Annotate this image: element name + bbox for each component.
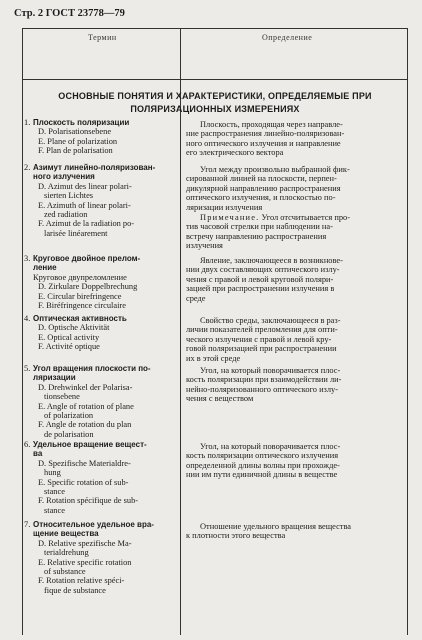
definition-line: его электрического вектора [186, 148, 284, 158]
section-title [22, 90, 408, 116]
definition-3 [186, 256, 390, 303]
definition-line: личии показателей преломления для опти- [186, 325, 338, 335]
term-heading: Плоскость поляризации [33, 118, 130, 127]
section-title-line: ПОЛЯРИЗАЦИОННЫХ ИЗМЕРЕНИЯХ [130, 104, 300, 114]
term-heading: Угол вращения плоскости по- [33, 364, 151, 373]
definition-line: Плоскость, проходящая через направле- [200, 120, 343, 129]
term-heading: ление [33, 263, 57, 273]
term-heading: Оптическая активность [33, 314, 127, 323]
note-line: встречу направлению распространения [186, 231, 327, 241]
term-translation: tionsebene [44, 392, 80, 402]
term-entry-1 [24, 118, 182, 156]
term-translation: D. Relative spezifische Ma- [38, 538, 132, 548]
term-synonym: Круговое двупреломление [33, 272, 127, 282]
term-heading: ва [33, 449, 43, 459]
term-translation: of polarization [44, 411, 94, 421]
definition-line: говой поляризацией при распространении [186, 344, 337, 354]
term-heading: щение вещества [33, 529, 99, 539]
term-translation: E. Azimuth of linear polari- [38, 200, 131, 210]
definition-2 [186, 165, 390, 251]
definition-line: их в этой среде [186, 353, 241, 363]
term-translation: hung [44, 468, 61, 478]
definition-line: ние распространения линейно-поляризован- [186, 129, 345, 139]
term-translation: F. Azimut de la radiation po- [38, 219, 135, 229]
term-translation: zed radiation [44, 210, 88, 220]
term-heading: ного излучения [33, 172, 95, 182]
term-translation: D. Spezifische Materialdre- [38, 458, 131, 468]
definition-line: среде [186, 293, 206, 303]
definition-line: дикулярной направлению распространения [186, 183, 341, 193]
term-translation: stance [44, 505, 65, 515]
term-translation: E. Plane of polarization [38, 136, 118, 146]
term-translation: fique de substance [44, 585, 106, 595]
definition-line: кость поляризации оптического излучения [186, 451, 339, 461]
definition-line: определенной длины волны при прохожде- [186, 460, 340, 470]
term-heading: Круговое двойное прелом- [33, 254, 141, 263]
term-translation: D. Drehwinkel der Polarisa- [38, 382, 133, 392]
definition-line: нейно-поляризованного оптического излу- [186, 384, 339, 394]
column-header-definition: Определение [262, 33, 313, 42]
term-translation: E. Optical activity [38, 332, 100, 342]
definition-6 [186, 442, 390, 480]
definition-line: зацией при распространении излучения в [186, 284, 335, 294]
term-number: 5. [24, 364, 31, 373]
term-translation: F. Activité optique [38, 342, 100, 352]
definition-line: нии им пути единичной длины в веществе [186, 470, 338, 480]
term-translation: terialdrehung [44, 548, 89, 558]
definition-line: чения с правой и левой круговой поляри- [186, 274, 334, 284]
term-translation: D. Polarisationsebene [38, 127, 112, 137]
term-translation: F. Rotation relative spéci- [38, 576, 125, 586]
term-translation: de polarisation [44, 429, 94, 439]
section-title-line: ОСНОВНЫЕ ПОНЯТИЯ И ХАРАКТЕРИСТИКИ, ОПРЕДЕЛЯЕМЫЕ ПРИ [58, 91, 372, 101]
term-translation: stance [44, 487, 65, 497]
definition-line: нии двух составляющих оптического излу- [186, 265, 340, 275]
header-rule [22, 79, 408, 80]
term-translation: F. Rotation spécifique de sub- [38, 496, 139, 506]
term-number: 7. [24, 520, 31, 529]
term-translation: larisée linéarement [44, 228, 108, 238]
term-number: 4. [24, 314, 31, 323]
term-translation: F. Biréfringence circulaire [38, 301, 126, 311]
term-number: 1. [24, 118, 31, 127]
table-left-border [22, 29, 23, 635]
note-line: излучения [186, 241, 223, 251]
note-text: Угол отсчитывается про- [259, 213, 351, 223]
definition-1 [186, 120, 390, 158]
definition-line: кость поляризации при взаимодействии ли- [186, 375, 342, 385]
term-translation: sierten Lichtes [44, 191, 94, 201]
definition-line: Угол, на который поворачивается плос- [200, 366, 341, 375]
term-entry-4 [24, 314, 182, 352]
term-translation: E. Specific rotation of sub- [38, 477, 129, 487]
term-translation: D. Optische Aktivität [38, 323, 110, 333]
term-number: 6. [24, 440, 31, 449]
definition-line: Угол между произвольно выбранной фик- [200, 165, 350, 174]
term-translation: D. Azimut des linear polari- [38, 181, 132, 191]
note-label: Примечание. [200, 213, 260, 223]
term-entry-3 [24, 254, 182, 310]
term-entry-7 [24, 520, 182, 595]
term-translation: E. Circular birefringence [38, 291, 122, 301]
term-translation: E. Relative specific rotation [38, 557, 132, 567]
term-translation: F. Plan de polarisation [38, 146, 113, 156]
definition-line: Явление, заключающееся в возникнове- [200, 256, 343, 265]
term-translation: D. Zirkulare Doppelbrechung [38, 282, 138, 292]
definition-4 [186, 316, 390, 363]
definition-line: Угол, на который поворачивается плос- [200, 442, 341, 451]
definition-line: ного оптического излучения и направление [186, 138, 341, 148]
definition-line: ческого излучения с правой и левой кру- [186, 334, 332, 344]
term-entry-2 [24, 163, 182, 238]
note-line: тив часовой стрелки при наблюдении на- [186, 222, 333, 232]
definition-7 [186, 522, 390, 541]
column-header-term: Термин [88, 33, 117, 42]
definition-5 [186, 366, 390, 404]
term-heading: Азимут линейно-поляризован- [33, 163, 156, 172]
definition-line: оптического излучения, и плоскостью по- [186, 193, 336, 203]
term-number: 2. [24, 163, 31, 172]
definition-line: Свойство среды, заключающееся в раз- [200, 316, 341, 325]
definition-line: чения с веществом [186, 394, 254, 404]
term-entry-6 [24, 440, 182, 515]
definition-line: ляризации излучения [186, 202, 263, 212]
term-translation: of substance [44, 567, 86, 577]
table-right-border [407, 29, 408, 635]
page-header: Стр. 2 ГОСТ 23778—79 [14, 8, 125, 19]
term-translation: E. Angle of rotation of plane [38, 401, 134, 411]
term-heading: Относительное удельное вра- [33, 520, 154, 529]
definition-line: сированной линией на плоскости, перпен- [186, 174, 337, 184]
term-heading: ляризации [33, 373, 76, 383]
definition-line: Отношение удельного вращения вещества [200, 522, 352, 531]
term-heading: Удельное вращение вещест- [33, 440, 147, 449]
term-number: 3. [24, 254, 31, 263]
definition-line: к плотности этого вещества [186, 531, 286, 541]
term-translation: F. Angle de rotation du plan [38, 420, 132, 430]
term-entry-5 [24, 364, 182, 439]
